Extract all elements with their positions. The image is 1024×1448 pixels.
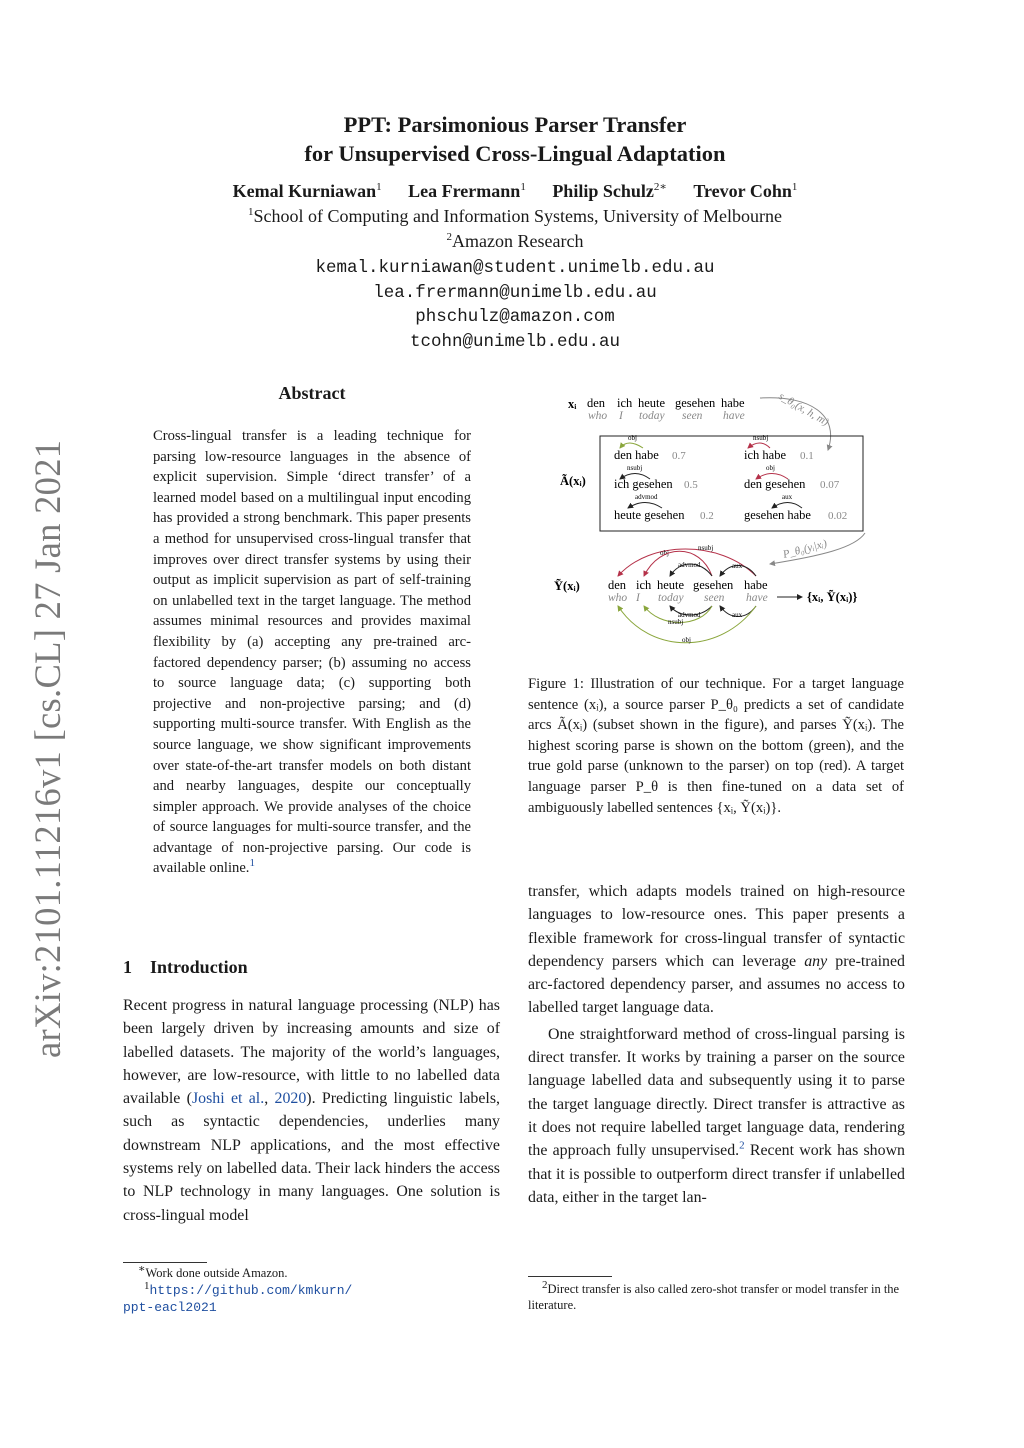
arc-label: nsubj xyxy=(668,618,684,626)
figure-word: den xyxy=(587,396,606,410)
arc-label: nsubj xyxy=(753,434,769,442)
figure-word: gesehen xyxy=(693,578,734,592)
arc-label: nsubj xyxy=(698,544,714,552)
s-theta-label: s_θ₀(x, h, m) xyxy=(776,390,831,429)
citation-year-link[interactable]: 2020 xyxy=(274,1090,307,1108)
footnote-1: $^1$https://github.com/kmkurn/ xyxy=(144,1279,353,1298)
author-list xyxy=(0,181,1024,202)
figure-gloss: who xyxy=(608,592,628,604)
intro-body xyxy=(123,994,500,1227)
arc-label: obj xyxy=(628,434,637,442)
figure-gloss: today xyxy=(639,410,665,422)
output-label: {xᵢ, Ỹ(xᵢ)} xyxy=(807,590,858,604)
figure-gloss: seen xyxy=(682,410,703,422)
code-url-link-cont[interactable]: ppt-eacl2021 xyxy=(123,1300,217,1315)
figure-caption: Figure 1: Illustration of our technique. For a target language sentence (xᵢ), a source parser P_θ₀ predicts a set of candidate arcs Ã(xᵢ) (subset shown in the figure), and parses Ỹ(xᵢ). The highest scoring parse is shown on the bottom (green), and the true gold parse (unknown to the parser) on top (red). A target language parser P_θ is then fine-tuned on a data set of ambiguously labelled sentences {xᵢ, Ỹ(xᵢ)}. xyxy=(528,676,905,816)
figure-word: den xyxy=(608,578,627,592)
arc-label: nsubj xyxy=(627,464,643,472)
footnote-link[interactable]: 1 xyxy=(249,857,255,870)
figure-gloss: I xyxy=(619,410,623,422)
figure-word: habe xyxy=(744,578,768,592)
arc-label: obj xyxy=(682,636,691,644)
figure-gloss: have xyxy=(746,592,768,604)
figure-gloss: I xyxy=(636,592,640,604)
arc-label: aux xyxy=(732,562,743,570)
figure-word: heute xyxy=(638,396,666,410)
p-theta-label: P_θ₀(yᵢ|xᵢ) xyxy=(781,537,829,561)
figure-gloss: seen xyxy=(704,592,725,604)
intro-paragraph: Recent progress in natural language processing (NLP) has been largely driven by increasing amounts and size of labelled datasets. The majority of the world’s languages, however, are low-resource, with little to no labelled data available (Joshi et al., 2020). Predicting linguistic labels, such as syntactic dependencies, underlies many downstream NLP applications, and the most effective systems rely on labelled data. Their lack hinders the access to NLP technology in many languages. One solution is cross-lingual model xyxy=(123,997,501,1224)
figure-word: ich xyxy=(617,396,633,410)
arxiv-sidebar-id: arXiv:2101.11216v1 [cs.CL] 27 Jan 2021 xyxy=(27,439,68,1058)
affiliation-1: $^1$School of Computing and Information Systems, University of Melbourne xyxy=(248,206,782,226)
arc-label: advmod xyxy=(678,611,701,619)
figure-gloss: today xyxy=(658,592,684,604)
figure-word: ich xyxy=(636,578,652,592)
right-column-body xyxy=(528,880,905,1209)
pair-score: 0.07 xyxy=(820,479,840,491)
arc-label: advmod xyxy=(635,493,658,501)
pair-score: 0.2 xyxy=(700,510,714,522)
pair-text: den habe xyxy=(614,448,659,462)
affiliation-2: $^2$Amazon Research xyxy=(446,231,584,251)
figure-gloss: who xyxy=(588,410,608,422)
figure-gloss: have xyxy=(723,410,745,422)
a-label: Ã(xᵢ) xyxy=(560,474,586,488)
footnote-star: ∗Work done outside Amazon. xyxy=(138,1262,288,1280)
author: Lea Frermann$^1$ xyxy=(408,181,526,201)
email[interactable]: phschulz@amazon.com xyxy=(415,307,615,327)
pair-score: 0.5 xyxy=(684,479,698,491)
body-paragraph: transfer, which adapts models trained on high-resource languages to low-resource ones. This paper presents a flexible framework for cross-lingual transfer of syntactic dependency parsers which can leverage any pre-trained arc-factored dependency parser, and assumes no access to labelled target language data. xyxy=(528,883,905,1017)
figure-word: heute xyxy=(657,578,685,592)
title-line-2: for Unsupervised Cross-Lingual Adaptation xyxy=(304,141,726,166)
arc-label: advmod xyxy=(678,561,701,569)
arc-label: obj xyxy=(766,464,775,472)
arc-label: obj xyxy=(660,549,669,557)
email[interactable]: lea.frermann@unimelb.edu.au xyxy=(373,282,657,303)
email-list xyxy=(0,256,1024,354)
abstract-heading: Abstract xyxy=(278,383,346,403)
arc-label: aux xyxy=(732,611,743,619)
pair-text: ich gesehen xyxy=(614,477,673,491)
pair-text: gesehen habe xyxy=(744,508,811,522)
author: Philip Schulz$^{2∗}$ xyxy=(552,181,667,201)
figure-word: habe xyxy=(721,396,745,410)
pair-score: 0.7 xyxy=(672,450,686,462)
figure-word: gesehen xyxy=(675,396,716,410)
email[interactable]: tcohn@unimelb.edu.au xyxy=(409,331,621,352)
paper-title xyxy=(0,110,1024,168)
email[interactable]: kemal.kurniawan@student.unimelb.edu.au xyxy=(315,258,715,278)
xi-label: xᵢ xyxy=(568,397,577,411)
pair-score: 0.1 xyxy=(800,450,814,462)
citation-link[interactable]: Joshi et al. xyxy=(191,1090,265,1108)
pair-text: ich habe xyxy=(744,448,786,462)
pair-text: den gesehen xyxy=(744,477,806,491)
body-paragraph: One straightforward method of cross-lingual parsing is direct transfer. It works by training a parser on the source language labelled data and subsequently using it to parse the target language directly. Direct transfer is attractive as it does not require labelled target language data, rendering the approach fully unsupervised.$^2$ Recent work has shown that it is possible to outperform direct transfer if unlabelled data, either in the target lan- xyxy=(528,1025,905,1206)
author: Kemal Kurniawan$^1$ xyxy=(232,181,382,201)
footnote-rule xyxy=(528,1276,612,1277)
arc-label: aux xyxy=(782,493,793,501)
footnote-2: $^2$Direct transfer is also called zero-shot transfer or model transfer in the literature. xyxy=(528,1278,900,1312)
pair-text: heute gesehen xyxy=(614,508,685,522)
author: Trevor Cohn$^1$ xyxy=(693,181,798,201)
pair-score: 0.02 xyxy=(828,510,848,522)
footnote-link[interactable]: 2 xyxy=(739,1139,745,1152)
figure-1 xyxy=(520,380,920,660)
y-label: Ỹ(xᵢ) xyxy=(554,579,580,593)
abstract-body: Cross-lingual transfer is a leading technique for parsing low-resource languages in the absence of explicit supervision. Simple ‘direct transfer’ of a learned model based on a multilingual input encoding has provided a strong benchmark. This paper presents a method for unsupervised cross-lingual transfer that improves over direct transfer systems by using their output as implicit supervision as part of self-training on unlabelled text in the target language. The method assumes minimal resources and provides maximal flexibility by (a) accepting any pre-trained arc-factored dependency parser; (b) assuming no access to source language data; (c) supporting both projective and non-projective parsing; and (d) supporting multi-source transfer. With English as the source language, we show significant improvements over state-of-the-art transfer models on both distant and nearby languages, despite our conceptually simpler approach. We provide analyses of the choice of source languages for multi-source transfer, and the advantage of non-projective parsing. Our code is available online.$^1$ xyxy=(153,428,471,877)
code-url-link[interactable]: https://github.com/kmkurn/ xyxy=(149,1283,353,1298)
title-line-1: PPT: Parsimonious Parser Transfer xyxy=(343,112,687,137)
footnote-rule xyxy=(123,1262,207,1263)
section-heading: 1 Introduction xyxy=(123,957,248,977)
